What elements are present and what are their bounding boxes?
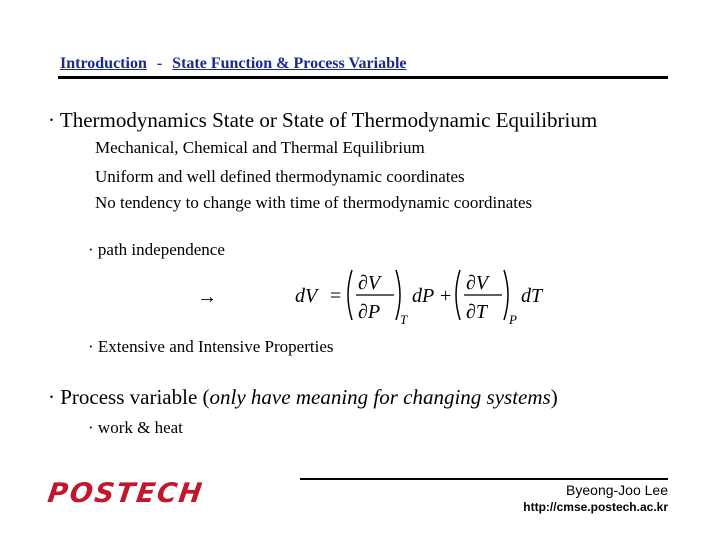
bullet-path-independence: · path independence bbox=[88, 240, 225, 259]
footer-rule bbox=[300, 478, 668, 480]
process-prefix: · Process variable ( bbox=[48, 385, 210, 409]
state-item-1: Mechanical, Chemical and Thermal Equilibrium bbox=[95, 138, 425, 157]
eq-sub-2: P bbox=[509, 312, 517, 327]
process-italic: only have meaning for changing systems bbox=[209, 385, 551, 409]
bullet-process-variable bbox=[48, 385, 558, 410]
bullet-work-heat: · work & heat bbox=[88, 418, 183, 437]
eq-partial-num-2: ∂V bbox=[466, 272, 489, 294]
bullet-thermo-state: · Thermodynamics State or State of Thermodynamic Equilibrium bbox=[48, 108, 598, 132]
title-section: Introduction bbox=[60, 55, 147, 72]
eq-d-1: dP bbox=[412, 285, 435, 307]
eq-plus: + bbox=[440, 285, 452, 307]
title-separator: - bbox=[156, 55, 163, 72]
eq-partial-den-1: ∂P bbox=[358, 301, 381, 323]
eq-equals: = bbox=[330, 285, 342, 307]
postech-logo: POSTECH bbox=[45, 478, 206, 509]
footer-url[interactable]: http://cmse.postech.ac.kr bbox=[523, 500, 668, 514]
eq-partial-den-2: ∂T bbox=[466, 301, 488, 323]
process-suffix: ) bbox=[550, 385, 558, 409]
bullet-extensive-intensive: · Extensive and Intensive Properties bbox=[88, 337, 334, 356]
state-item-3: No tendency to change with time of thermodynamic coordinates bbox=[95, 193, 533, 212]
slide-title bbox=[60, 55, 407, 73]
state-item-2: Uniform and well defined thermodynamic coordinates bbox=[95, 167, 465, 186]
eq-d-2: dT bbox=[521, 285, 543, 307]
footer-author: Byeong-Joo Lee bbox=[566, 482, 668, 498]
title-rule bbox=[58, 76, 668, 79]
title-topic: State Function & Process Variable bbox=[172, 55, 407, 72]
eq-sub-1: T bbox=[400, 312, 408, 327]
arrow-icon: → bbox=[197, 286, 217, 308]
eq-lhs: dV bbox=[295, 285, 318, 307]
total-differential-equation bbox=[290, 262, 550, 330]
eq-partial-num-1: ∂V bbox=[358, 272, 381, 294]
